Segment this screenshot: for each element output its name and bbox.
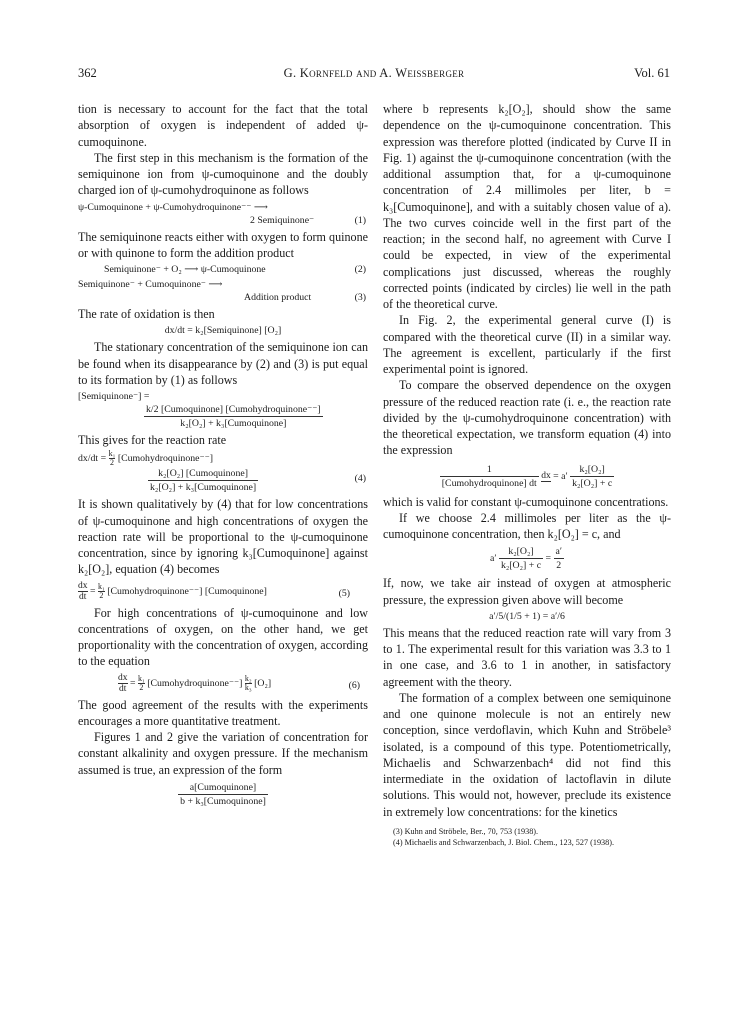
fraction xyxy=(440,463,539,490)
equation-4 xyxy=(78,450,368,494)
denominator: 2 xyxy=(109,458,114,468)
paragraph: The good agreement of the results with the experiments encourages a more quantitative treatment. xyxy=(78,697,368,728)
expression-form xyxy=(78,781,368,808)
numerator: a[Cumoquinone] xyxy=(178,781,268,795)
paragraph: The formation of a complex between one semiquinone and one quinone molecule is not an entirely new conception, since verdoflavin, which Kuhn and Ströbele³ isolated, is a compound of this type. Potentiometrically, Michaelis and Schwarzenbach⁴ did not find this intermediate in the oxidation of lactoflavin in dilute solutions. This would not, however, preclude its existence in extremely low concentrations: for the kinetics xyxy=(383,690,671,819)
numerator: k₂ xyxy=(244,673,252,683)
numerator: k₁ xyxy=(97,581,105,591)
equation-half-rate xyxy=(383,545,671,572)
fraction xyxy=(570,463,614,490)
equation-text: a′ xyxy=(490,553,497,564)
denominator: b + k₃[Cumoquinone] xyxy=(180,795,266,807)
equation-2 xyxy=(78,263,368,276)
equation-number: (2) xyxy=(354,264,366,275)
denominator: k₃ xyxy=(244,682,252,692)
numerator: dx xyxy=(541,470,551,481)
equation-reduced-rate xyxy=(383,463,671,490)
paragraph: tion is necessary to account for the fact that the total absorption of oxygen is independent of added ψ-cumoquinone. xyxy=(78,102,368,149)
paragraph: The stationary concentration of the semiquinone ion can be found when its disappearance by (2) and (3) is put equal to its formation by (1) as follows xyxy=(78,340,368,387)
paragraph: Figures 1 and 2 give the variation of concentration for constant alkalinity and oxygen pressure. If the mechanism assumed is true, an expression of the form xyxy=(78,730,368,777)
equation-6 xyxy=(78,673,368,694)
paragraph: In Fig. 2, the experimental general curve (I) is compared with the theoretical curve (II) in a similar way. The agreement is excellent, particularly if the first experimental point is ignored. xyxy=(383,313,671,376)
running-header xyxy=(78,66,670,86)
equation-3 xyxy=(78,278,368,304)
numerator: dx xyxy=(118,672,128,683)
denominator: k₂[O₂] + c xyxy=(572,477,613,489)
paragraph: For high concentrations of ψ-cumoquinone and low concentrations of oxygen, on the other hand, we get proportionality with the concentration of oxygen, according to the equation xyxy=(78,605,368,669)
equation-text: Semiquinone⁻ + O₂ ⟶ ψ-Cumoquinone xyxy=(104,264,266,275)
paragraph: where b represents k₂[O₂], should show the same dependence on the ψ-cumoquinone concentration. This expression was therefore plotted (indicated by Curve II in Fig. 1) against the ψ-cumoquinone concentration (with the additional assumption that, for a ψ-cumoquinone concentration of 2.4 millimoles per liter, b = k₃[Cumoquinone], and with a suitably chosen value of a). The two curves coincide well in the first part of the reaction; in the second half, no agreement with Curve I could be expected, in view of the experimental complications just discussed, whereas the roughly corrected points (indicated by circles) lie well in the path of the theoretical curve. xyxy=(383,102,671,311)
paragraph: It is shown qualitatively by (4) that for low concentrations of ψ-cumoquinone and high concentrations of oxygen the reaction rate will be proportional to the ψ-cumoquinone concentration, since by ignoring k₃[Cumoquinone] against k₂[O₂], equation (4) becomes xyxy=(78,497,368,577)
equation-1 xyxy=(78,201,368,227)
equation-number: (4) xyxy=(354,473,366,485)
fraction xyxy=(178,781,268,808)
paragraph: The semiquinone reacts either with oxygen to form quinone or with quinone to form the addition product xyxy=(78,229,368,260)
equation-number: (5) xyxy=(338,587,350,599)
volume-label: Vol. 61 xyxy=(634,66,670,80)
fraction xyxy=(144,403,323,430)
footnote: (4) Michaelis and Schwarzenbach, J. Biol. Chem., 123, 527 (1938). xyxy=(393,838,615,848)
paragraph: This gives for the reaction rate xyxy=(78,433,227,447)
numerator: k₂[O₂] [Cumoquinone] xyxy=(148,467,258,481)
equation-text: [Cumohydroquinone⁻⁻] xyxy=(117,453,214,464)
numerator: dx xyxy=(78,580,88,591)
equation-text: [Semiquinone⁻] = xyxy=(78,391,150,402)
denominator: k₂[O₂] + c xyxy=(500,560,542,572)
equation-text: [Cumohydroquinone⁻⁻] xyxy=(147,677,243,689)
numerator: k₁ xyxy=(108,449,116,459)
equation-text: = xyxy=(89,585,98,597)
running-authors: G. Kornfeld and A. Weissberger xyxy=(283,66,465,80)
equation-text: dx/dt = xyxy=(78,453,109,464)
paragraph: The first step in this mechanism is the formation of the semiquinone ion from ψ-cumoquinone and the doubly charged ion of ψ-cumohydroquinone as follows xyxy=(78,150,368,198)
denominator: 2 xyxy=(556,560,562,572)
paragraph: If, now, we take air instead of oxygen at atmospheric pressure, the expression given above will become xyxy=(383,576,671,607)
fraction xyxy=(554,545,565,572)
equation-text: = a′ xyxy=(553,470,568,482)
fraction xyxy=(245,675,252,692)
paragraph: This means that the reduced reaction rate will vary from 3 to 1. The experimental result for this variation was 3.3 to 1 in one case, and 3.6 to 1 in another, in satisfactory agreement with the theory. xyxy=(383,625,671,689)
equation-text: Semiquinone⁻ + Cumoquinone⁻ ⟶ xyxy=(78,279,223,290)
fraction xyxy=(499,545,543,572)
equation-text: ψ-Cumoquinone + ψ-Cumohydroquinone⁻⁻ ⟶ xyxy=(78,201,268,213)
denominator: k₂[O₂] + k₃[Cumoquinone] xyxy=(150,482,257,494)
fraction xyxy=(148,467,258,494)
equation-number: (6) xyxy=(348,679,360,691)
semiquinone-equation xyxy=(78,390,368,430)
numerator: k₂[O₂] xyxy=(570,463,614,477)
numerator: 1 xyxy=(440,463,539,477)
numerator: a′ xyxy=(555,546,562,558)
fraction xyxy=(118,673,128,694)
paragraph: The rate of oxidation is then xyxy=(78,307,215,321)
numerator: k₂[O₂] xyxy=(499,545,543,559)
denominator: 2 xyxy=(139,682,144,692)
equation-air: a′/5/(1/5 + 1) = a′/6 xyxy=(489,610,565,622)
denominator: k₂[O₂] + k₃[Cumoquinone] xyxy=(180,418,287,429)
equation-text: 2 Semiquinone⁻ xyxy=(250,214,315,226)
equation-text: [Cumohydroquinone⁻⁻] [Cumoquinone] xyxy=(107,585,267,597)
paragraph: To compare the observed dependence on the oxygen pressure of the reduced reaction rate (i. e., the reaction rate divided by the ψ-cumohydroquinone concentration) with the theoretical expectation, we transform equation (4) into the expression xyxy=(383,378,671,458)
footnotes xyxy=(383,826,671,849)
numerator: k₁ xyxy=(137,673,145,683)
page-number: 362 xyxy=(78,66,97,80)
numerator: k/2 [Cumoquinone] [Cumohydroquinone⁻⁻] xyxy=(146,404,321,415)
fraction xyxy=(109,450,116,467)
denominator: 2 xyxy=(99,590,104,600)
denominator: [Cumohydroquinone] dt xyxy=(441,477,537,489)
right-column xyxy=(383,101,671,849)
equation-text: Addition product xyxy=(244,292,312,303)
fraction xyxy=(541,471,551,482)
fraction xyxy=(138,675,145,692)
equation-text: = xyxy=(129,677,138,689)
paragraph: If we choose 2.4 millimoles per liter as the ψ-cumoquinone concentration, then k₂[O₂] = c, and xyxy=(383,510,671,541)
equation-5 xyxy=(78,581,368,602)
equation-text: = xyxy=(545,553,552,564)
fraction xyxy=(78,581,88,602)
equation-text: [O₂] xyxy=(254,677,272,689)
equation-number: (3) xyxy=(354,292,366,303)
footnote: (3) Kuhn and Ströbele, Ber., 70, 753 (1938). xyxy=(393,826,539,836)
denominator: dt xyxy=(79,591,87,602)
equation-number: (1) xyxy=(354,214,366,226)
fraction xyxy=(98,583,105,600)
left-column xyxy=(78,101,368,810)
denominator: dt xyxy=(119,683,127,694)
paragraph: which is valid for constant ψ-cumoquinone concentrations. xyxy=(383,494,669,509)
rate-equation: dx/dt = k₂[Semiquinone] [O₂] xyxy=(164,325,282,337)
